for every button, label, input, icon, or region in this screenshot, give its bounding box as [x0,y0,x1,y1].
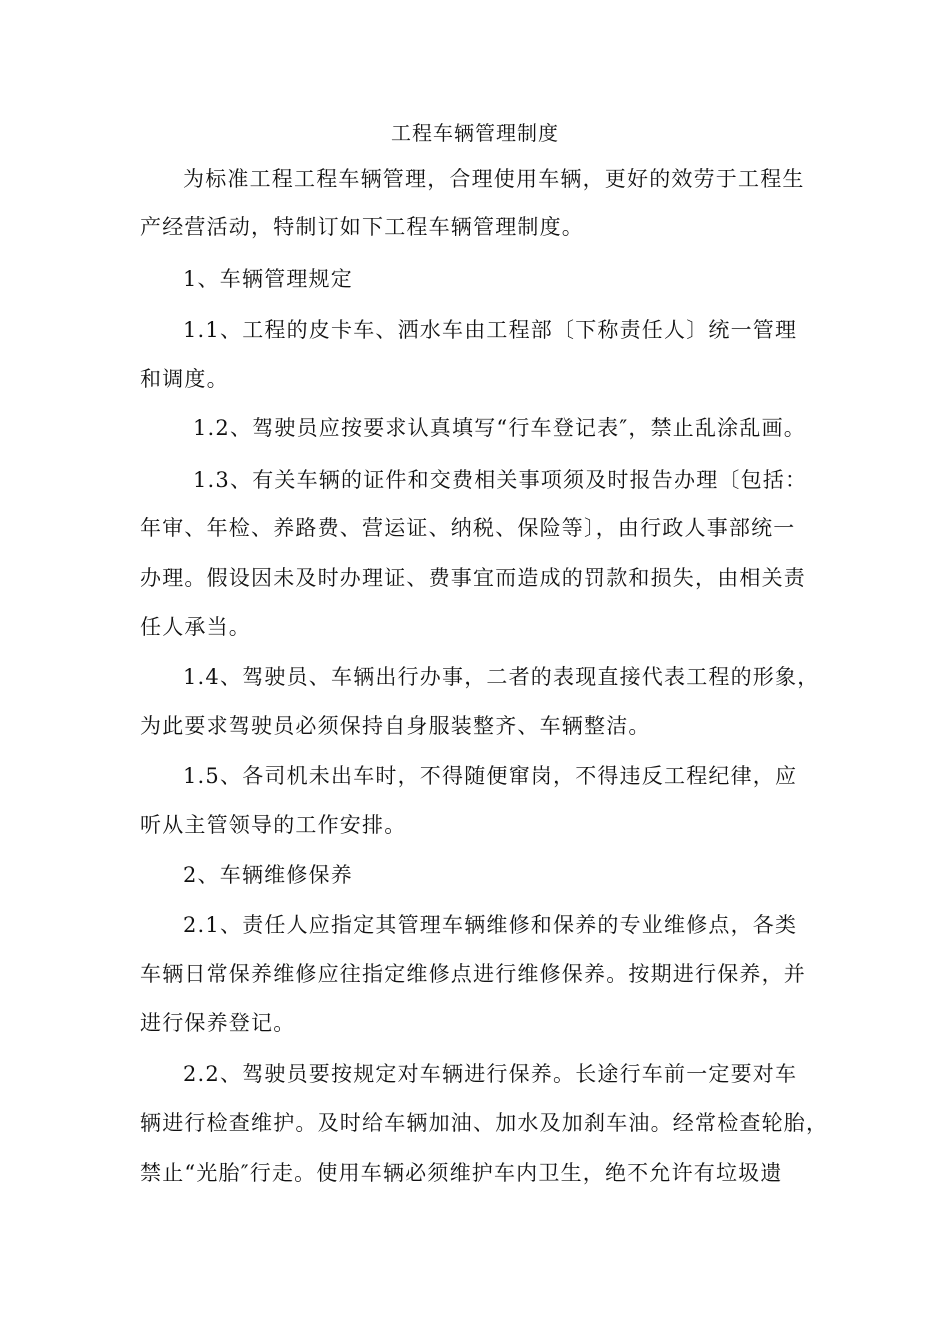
paragraph-line: 1.2、驾驶员应按要求认真填写“行车登记表″，禁止乱涂乱画。 [193,416,806,440]
paragraph-line: 2.1、责任人应指定其管理车辆维修和保养的专业维修点，各类 [183,913,798,937]
paragraph-line: 辆进行检查维护。及时给车辆加油、加水及加刹车油。经常检查轮胎， [140,1111,829,1135]
paragraph-line: 和调度。 [140,367,229,391]
paragraph-line: 1.3、有关车辆的证件和交费相关事项须及时报告办理〔包括： [193,468,808,492]
paragraph-line: 1.4、驾驶员、车辆出行办事，二者的表现直接代表工程的形象， [183,665,820,689]
document-title: 工程车辆管理制度 [391,121,559,145]
paragraph-line: 为标准工程工程车辆管理，合理使用车辆，更好的效劳于工程生 [183,167,805,191]
paragraph-line: 禁止“光胎″行走。使用车辆必须维护车内卫生，绝不允许有垃圾遗 [140,1161,783,1185]
section-heading: 1、车辆管理规定 [183,267,353,291]
paragraph-line: 年审、年检、养路费、营运证、纳税、保险等〕，由行政人事部统一 [140,516,796,540]
paragraph-line: 产经营活动，特制订如下工程车辆管理制度。 [140,215,584,239]
paragraph-line: 车辆日常保养维修应往指定维修点进行维修保养。按期进行保养，并 [140,962,806,986]
paragraph-line: 办理。假设因未及时办理证、费事宜而造成的罚款和损失，由相关责 [140,566,806,590]
paragraph-line: 为此要求驾驶员必须保持自身服装整齐、车辆整洁。 [140,714,651,738]
section-heading: 2、车辆维修保养 [183,863,353,887]
paragraph-line: 进行保养登记。 [140,1011,296,1035]
paragraph-line: 2.2、驾驶员要按规定对车辆进行保养。长途行车前一定要对车 [183,1062,798,1086]
paragraph-line: 1.5、各司机未出车时，不得随便窜岗，不得违反工程纪律，应 [183,764,798,788]
paragraph-line: 1.1、工程的皮卡车、洒水车由工程部〔下称责任人〕统一管理 [183,318,798,342]
paragraph-line: 任人承当。 [140,615,251,639]
paragraph-line: 听从主管领导的工作安排。 [140,813,407,837]
